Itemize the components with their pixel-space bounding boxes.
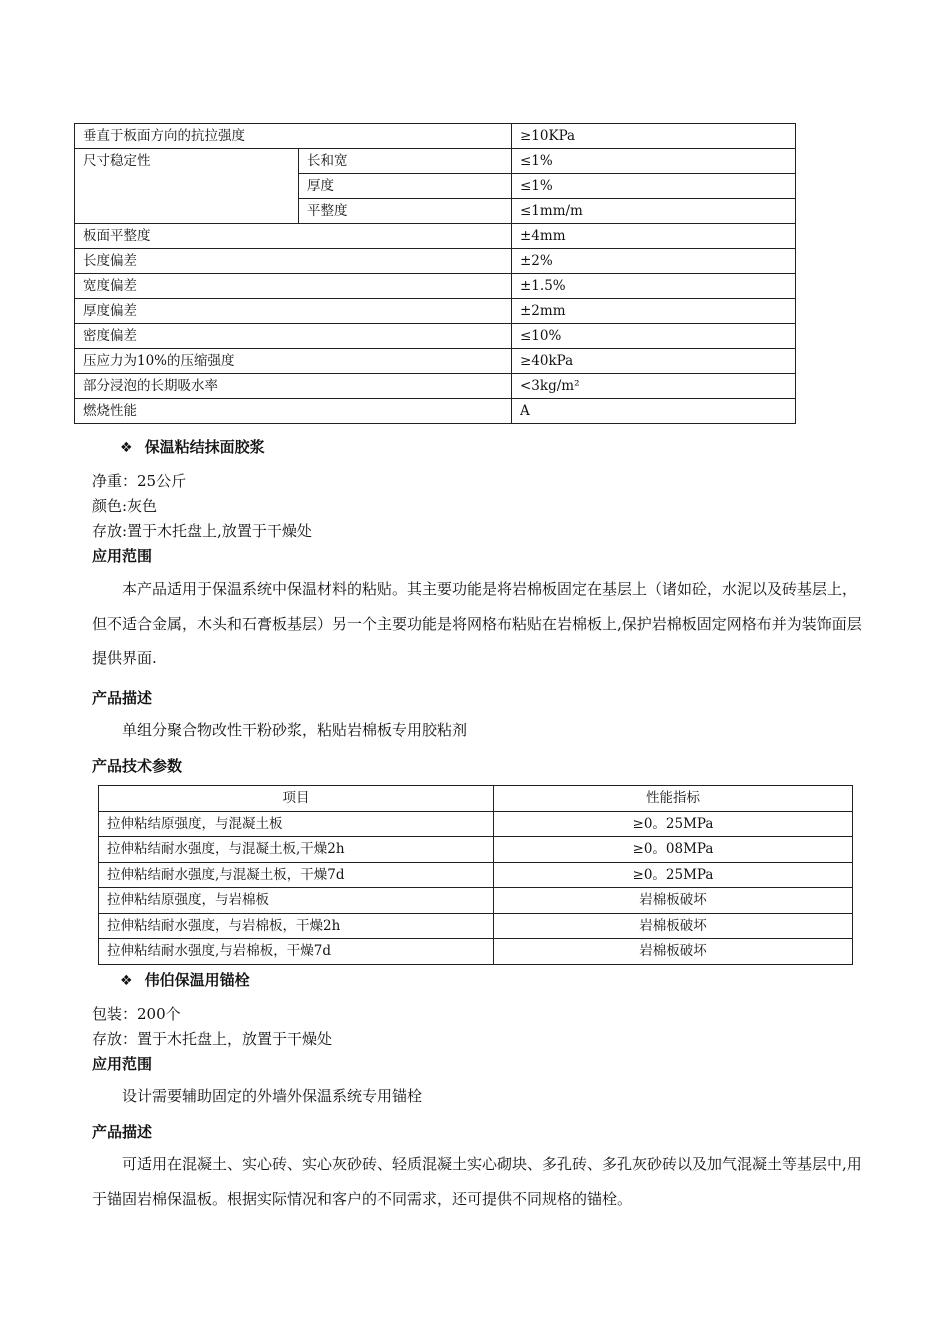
- table-cell-spec: 岩棉板破坏: [494, 888, 853, 914]
- table-cell-value: ≤10%: [512, 324, 796, 349]
- table-cell-label: 燃烧性能: [75, 399, 512, 424]
- scope-heading: 应用范围: [92, 547, 153, 565]
- table-header-row: [99, 786, 853, 812]
- table-cell-value: ≥40kPa: [512, 349, 796, 374]
- table-cell-sub: 平整度: [299, 199, 512, 224]
- table-cell-spec: ≥0。08MPa: [494, 837, 853, 863]
- table-row: [75, 324, 796, 349]
- section-title-adhesive-mortar: [120, 436, 265, 457]
- storage-line: 存放：置于木托盘上，放置于干燥处: [92, 1030, 333, 1048]
- table-cell-label: 尺寸稳定性: [75, 149, 299, 224]
- table-cell-value: ±2%: [512, 249, 796, 274]
- scope-heading: 应用范围: [92, 1055, 153, 1073]
- table-cell-value: ≥10KPa: [512, 124, 796, 149]
- table-cell-item: 拉伸粘结原强度，与岩棉板: [99, 888, 494, 914]
- table-cell-sub: 厚度: [299, 174, 512, 199]
- table-cell-label: 垂直于板面方向的抗拉强度: [75, 124, 512, 149]
- diamond-bullet-icon: ❖: [120, 973, 133, 989]
- description-paragraph: 可适用在混凝土、实心砖、实心灰砂砖、轻质混凝土实心砌块、多孔砖、多孔灰砂砖以及加气混凝土等基层中,用于锚固岩棉保温板。根据实际情况和客户的不同需求，还可提供不同规格的锚栓。: [92, 1155, 862, 1208]
- table-row: [75, 399, 796, 424]
- table-cell-value: ≤1mm/m: [512, 199, 796, 224]
- table-header-spec: 性能指标: [494, 786, 853, 812]
- table-cell-label: 厚度偏差: [75, 299, 512, 324]
- table-cell-spec: 岩棉板破坏: [494, 939, 853, 965]
- table-cell-item: 拉伸粘结耐水强度,与岩棉板，干燥7d: [99, 939, 494, 965]
- diamond-bullet-icon: ❖: [120, 440, 133, 456]
- table-cell-value: ≤1%: [512, 149, 796, 174]
- table-cell-sub: 长和宽: [299, 149, 512, 174]
- spec-table-rock-wool: [74, 123, 796, 424]
- tech-params-table: [98, 785, 853, 965]
- tech-params-heading: 产品技术参数: [92, 757, 183, 775]
- table-cell-item: 拉伸粘结耐水强度,与混凝土板，干燥7d: [99, 862, 494, 888]
- table-cell-spec: ≥0。25MPa: [494, 862, 853, 888]
- table-cell-label: 部分浸泡的长期吸水率: [75, 374, 512, 399]
- table-row: [75, 249, 796, 274]
- table-row: [75, 124, 796, 149]
- table-row: [75, 274, 796, 299]
- table-row: [99, 888, 853, 914]
- table-row: [75, 224, 796, 249]
- description-heading: 产品描述: [92, 1123, 153, 1141]
- scope-paragraph: 设计需要辅助固定的外墙外保温系统专用锚栓: [122, 1087, 423, 1105]
- table-cell-label: 密度偏差: [75, 324, 512, 349]
- net-weight-line: 净重：25公斤: [92, 472, 187, 490]
- table-row: [99, 913, 853, 939]
- table-cell-label: 宽度偏差: [75, 274, 512, 299]
- package-line: 包装：200个: [92, 1005, 181, 1023]
- description-paragraph: 单组分聚合物改性干粉砂浆，粘贴岩棉板专用胶粘剂: [122, 721, 468, 739]
- table-cell-label: 长度偏差: [75, 249, 512, 274]
- table-row: [75, 299, 796, 324]
- table-row: [99, 939, 853, 965]
- section-title-text: 伟伯保温用锚栓: [144, 971, 250, 989]
- table-header-item: 项目: [99, 786, 494, 812]
- table-cell-value: ±1.5%: [512, 274, 796, 299]
- storage-line: 存放:置于木托盘上,放置于干燥处: [92, 522, 312, 540]
- table-cell-value: ≤1%: [512, 174, 796, 199]
- table-row: [99, 862, 853, 888]
- table-row: [75, 374, 796, 399]
- table-cell-value: ±2mm: [512, 299, 796, 324]
- table-cell-value: A: [512, 399, 796, 424]
- description-heading: 产品描述: [92, 689, 153, 707]
- table-row: [75, 149, 796, 174]
- table-cell-item: 拉伸粘结耐水强度，与混凝土板,干燥2h: [99, 837, 494, 863]
- table-row: [75, 349, 796, 374]
- table-row: [99, 811, 853, 837]
- table-row: [99, 837, 853, 863]
- color-line: 颜色:灰色: [92, 497, 158, 515]
- table-cell-spec: ≥0。25MPa: [494, 811, 853, 837]
- section-title-text: 保温粘结抹面胶浆: [144, 438, 265, 456]
- table-cell-label: 板面平整度: [75, 224, 512, 249]
- table-cell-item: 拉伸粘结耐水强度，与岩棉板，干燥2h: [99, 913, 494, 939]
- table-cell-value: <3kg/m²: [512, 374, 796, 399]
- scope-paragraph: 本产品适用于保温系统中保温材料的粘贴。其主要功能是将岩棉板固定在基层上（诸如砼，水泥以及砖基层上，但不适合金属，木头和石膏板基层）另一个主要功能是将网格布粘贴在岩棉板上,保护岩棉板固定网格布并为装饰面层提供界面.: [92, 580, 862, 667]
- table-cell-label: 压应力为10%的压缩强度: [75, 349, 512, 374]
- section-title-anchor: [120, 969, 250, 990]
- table-cell-item: 拉伸粘结原强度，与混凝土板: [99, 811, 494, 837]
- table-cell-value: ±4mm: [512, 224, 796, 249]
- table-cell-spec: 岩棉板破坏: [494, 913, 853, 939]
